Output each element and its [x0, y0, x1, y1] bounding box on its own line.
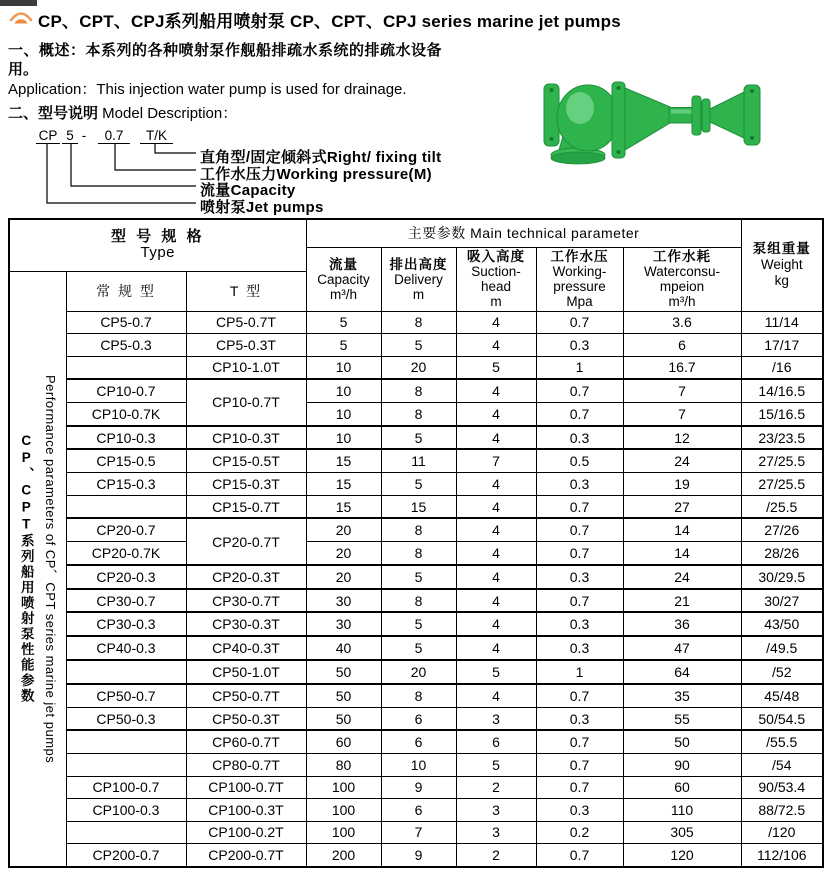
weight-header-line: 泵组重量 [752, 241, 811, 257]
regular-model-cell: CP15-0.3 [66, 473, 186, 496]
suction-head-cell: 4 [456, 495, 536, 518]
working-pressure-cell: 0.3 [536, 799, 623, 822]
working-pressure-cell: 0.7 [536, 379, 623, 402]
capacity-cell: 10 [306, 426, 381, 450]
model-code-legend-item: 喷射泵Jet pumps [200, 199, 324, 216]
table-row [9, 844, 823, 867]
regular-model-cell: CP30-0.3 [66, 612, 186, 636]
capacity-cell: 5 [306, 311, 381, 334]
weight-cell: /49.5 [741, 636, 823, 660]
weight-cell: /52 [741, 660, 823, 684]
t-model-cell: CP15-0.7T [186, 495, 306, 518]
table-row [9, 821, 823, 844]
param-column-header [306, 247, 381, 311]
capacity-cell: 10 [306, 356, 381, 379]
weight-cell: 90/53.4 [741, 776, 823, 799]
delivery-cell: 15 [381, 495, 456, 518]
model-description-heading-en: Model Description： [98, 105, 238, 122]
weight-cell: /55.5 [741, 730, 823, 753]
delivery-cell: 8 [381, 542, 456, 565]
working-pressure-cell: 0.7 [536, 589, 623, 613]
table-row [9, 684, 823, 707]
param-column-header-line: pressure [553, 279, 606, 294]
regular-model-cell: CP10-0.3 [66, 426, 186, 450]
water-consumption-cell: 64 [623, 660, 741, 684]
suction-head-cell: 7 [456, 449, 536, 472]
table-row [9, 754, 823, 777]
model-description-heading-zh: 二、型号说明 [8, 105, 99, 122]
working-pressure-cell: 0.7 [536, 542, 623, 565]
regular-model-cell: CP20-0.7K [66, 542, 186, 565]
model-code-token: CP [36, 128, 60, 144]
water-consumption-cell: 24 [623, 449, 741, 472]
t-model-cell: CP20-0.7T [186, 518, 306, 564]
table-row [9, 565, 823, 589]
table-row [9, 612, 823, 636]
weight-cell: /54 [741, 754, 823, 777]
weight-header-line: kg [774, 273, 789, 289]
regular-model-cell: CP10-0.7 [66, 379, 186, 402]
model-code-legend-item: 直角型/固定倾斜式Right/ fixing tilt [200, 149, 442, 166]
regular-model-cell: CP40-0.3 [66, 636, 186, 660]
delivery-cell: 8 [381, 402, 456, 425]
delivery-cell: 5 [381, 612, 456, 636]
param-column-header-line: 排出高度 [389, 256, 448, 272]
capacity-cell: 100 [306, 776, 381, 799]
capacity-cell: 60 [306, 730, 381, 753]
delivery-cell: 5 [381, 334, 456, 357]
model-code-token: - [81, 128, 87, 143]
capacity-cell: 40 [306, 636, 381, 660]
working-pressure-cell: 0.7 [536, 684, 623, 707]
param-column-header [623, 247, 741, 311]
capacity-cell: 50 [306, 707, 381, 730]
water-consumption-cell: 6 [623, 334, 741, 357]
suction-head-cell: 4 [456, 565, 536, 589]
delivery-cell: 5 [381, 473, 456, 496]
suction-head-cell: 4 [456, 518, 536, 541]
side-label [10, 272, 66, 867]
working-pressure-cell: 0.3 [536, 426, 623, 450]
delivery-cell: 7 [381, 821, 456, 844]
delivery-cell: 6 [381, 707, 456, 730]
weight-cell: 14/16.5 [741, 379, 823, 402]
regular-model-cell: CP5-0.7 [66, 311, 186, 334]
model-code-legend-item: 流量Capacity [200, 182, 296, 199]
t-type-header: T 型 [186, 271, 306, 311]
t-model-cell: CP10-0.3T [186, 426, 306, 450]
regular-model-cell: CP50-0.7 [66, 684, 186, 707]
table-row [9, 518, 823, 541]
type-group-header-en: Type [140, 244, 176, 262]
delivery-cell: 10 [381, 754, 456, 777]
delivery-cell: 9 [381, 776, 456, 799]
suction-head-cell: 4 [456, 311, 536, 334]
capacity-cell: 100 [306, 821, 381, 844]
main-parameters-header: 主要参数 Main technical parameter [306, 219, 741, 247]
capacity-cell: 15 [306, 495, 381, 518]
water-consumption-cell: 21 [623, 589, 741, 613]
regular-model-cell: CP15-0.5 [66, 449, 186, 472]
weight-cell: 43/50 [741, 612, 823, 636]
regular-model-cell [66, 821, 186, 844]
working-pressure-cell: 0.7 [536, 495, 623, 518]
delivery-cell: 9 [381, 844, 456, 867]
suction-head-cell: 4 [456, 379, 536, 402]
water-consumption-cell: 90 [623, 754, 741, 777]
overview-line-2: 用。 [8, 61, 39, 78]
water-consumption-cell: 3.6 [623, 311, 741, 334]
scan-artifact [0, 0, 37, 6]
table-row [9, 799, 823, 822]
param-column-header-line: Mpa [566, 294, 593, 309]
suction-head-cell: 2 [456, 844, 536, 867]
t-model-cell: CP50-1.0T [186, 660, 306, 684]
table-row [9, 636, 823, 660]
type-group-header-zh: 型 号 规 格 [110, 228, 205, 246]
regular-model-cell: CP20-0.7 [66, 518, 186, 541]
working-pressure-cell: 0.7 [536, 518, 623, 541]
weight-cell: 27/25.5 [741, 473, 823, 496]
capacity-cell: 20 [306, 518, 381, 541]
overview-line-1: 一、概述：本系列的各种喷射泵作舰船排疏水系统的排疏水设备 [8, 42, 443, 59]
type-group-header [9, 219, 306, 271]
table-row [9, 379, 823, 402]
side-label-cell [9, 271, 66, 867]
working-pressure-cell: 0.7 [536, 311, 623, 334]
suction-head-cell: 4 [456, 334, 536, 357]
param-column-header-line: Working- [552, 264, 607, 279]
table-row [9, 730, 823, 753]
working-pressure-cell: 0.7 [536, 844, 623, 867]
weight-cell: 45/48 [741, 684, 823, 707]
regular-model-cell: CP20-0.3 [66, 565, 186, 589]
t-model-cell: CP60-0.7T [186, 730, 306, 753]
delivery-cell: 8 [381, 589, 456, 613]
weight-cell: 23/23.5 [741, 426, 823, 450]
delivery-cell: 6 [381, 799, 456, 822]
suction-head-cell: 5 [456, 660, 536, 684]
regular-type-header: 常 规 型 [66, 271, 186, 311]
water-consumption-cell: 305 [623, 821, 741, 844]
page-title-en: CP、CPT、CPJ series marine jet pumps [285, 12, 621, 31]
table-row [9, 707, 823, 730]
capacity-cell: 50 [306, 684, 381, 707]
working-pressure-cell: 0.3 [536, 612, 623, 636]
suction-head-cell: 3 [456, 707, 536, 730]
side-label-zh: CP、CPT系列船用喷射泵性能参数 [18, 433, 34, 705]
t-model-cell: CP30-0.7T [186, 589, 306, 613]
side-label-en: Performance parameters of CP、CPT series marine jet pumps [42, 374, 58, 763]
table-row [9, 542, 823, 565]
t-model-cell: CP10-0.7T [186, 379, 306, 425]
weight-cell: 27/25.5 [741, 449, 823, 472]
suction-head-cell: 4 [456, 612, 536, 636]
table-row [9, 311, 823, 334]
capacity-cell: 20 [306, 542, 381, 565]
regular-model-cell: CP5-0.3 [66, 334, 186, 357]
delivery-cell: 20 [381, 660, 456, 684]
capacity-cell: 15 [306, 449, 381, 472]
regular-model-cell [66, 495, 186, 518]
working-pressure-cell: 0.3 [536, 636, 623, 660]
capacity-cell: 5 [306, 334, 381, 357]
t-model-cell: CP15-0.5T [186, 449, 306, 472]
param-column-header [536, 247, 623, 311]
t-model-cell: CP30-0.3T [186, 612, 306, 636]
weight-cell: 11/14 [741, 311, 823, 334]
param-column-header-line: Suction- [471, 264, 521, 279]
model-code-legend-item: 工作水压力Working pressure(M) [200, 166, 432, 183]
water-consumption-cell: 27 [623, 495, 741, 518]
weight-cell: 112/106 [741, 844, 823, 867]
t-model-cell: CP100-0.2T [186, 821, 306, 844]
delivery-cell: 20 [381, 356, 456, 379]
t-model-cell: CP100-0.3T [186, 799, 306, 822]
working-pressure-cell: 1 [536, 356, 623, 379]
capacity-cell: 100 [306, 799, 381, 822]
regular-model-cell: CP100-0.7 [66, 776, 186, 799]
page-title [38, 7, 621, 32]
delivery-cell: 8 [381, 379, 456, 402]
param-column-header-line: 流量 [329, 256, 358, 272]
t-model-cell: CP5-0.7T [186, 311, 306, 334]
weight-header [741, 219, 823, 311]
weight-cell: 88/72.5 [741, 799, 823, 822]
suction-head-cell: 2 [456, 776, 536, 799]
table-row [9, 473, 823, 496]
t-model-cell: CP100-0.7T [186, 776, 306, 799]
working-pressure-cell: 0.3 [536, 473, 623, 496]
working-pressure-cell: 0.3 [536, 565, 623, 589]
capacity-cell: 10 [306, 379, 381, 402]
weight-cell: 30/29.5 [741, 565, 823, 589]
delivery-cell: 11 [381, 449, 456, 472]
suction-head-cell: 4 [456, 542, 536, 565]
regular-model-cell [66, 754, 186, 777]
suction-head-cell: 5 [456, 356, 536, 379]
t-model-cell: CP20-0.3T [186, 565, 306, 589]
param-column-header [456, 247, 536, 311]
param-column-header-line: 工作水压 [550, 249, 609, 264]
suction-head-cell: 5 [456, 754, 536, 777]
param-column-header-line: Delivery [394, 271, 443, 287]
weight-header-line: Weight [760, 257, 803, 273]
model-code-token: 5 [62, 128, 78, 144]
model-code-token: T/K [140, 128, 173, 144]
weight-cell: 50/54.5 [741, 707, 823, 730]
capacity-cell: 200 [306, 844, 381, 867]
param-column-header-line: Capacity [317, 271, 370, 287]
suction-head-cell: 4 [456, 473, 536, 496]
param-column-header-line: head [480, 279, 512, 294]
suction-head-cell: 3 [456, 799, 536, 822]
suction-head-cell: 6 [456, 730, 536, 753]
param-column-header-line: 工作水耗 [653, 249, 711, 264]
table-row [9, 449, 823, 472]
suction-head-cell: 4 [456, 402, 536, 425]
spec-table [8, 218, 824, 868]
table-row [9, 589, 823, 613]
working-pressure-cell: 0.5 [536, 449, 623, 472]
weight-cell: 15/16.5 [741, 402, 823, 425]
regular-model-cell [66, 660, 186, 684]
water-consumption-cell: 110 [623, 799, 741, 822]
working-pressure-cell: 1 [536, 660, 623, 684]
page-title-zh: CP、CPT、CPJ系列船用喷射泵 [38, 12, 286, 31]
t-model-cell: CP40-0.3T [186, 636, 306, 660]
water-consumption-cell: 7 [623, 402, 741, 425]
regular-model-cell: CP200-0.7 [66, 844, 186, 867]
t-model-cell: CP50-0.3T [186, 707, 306, 730]
delivery-cell: 8 [381, 311, 456, 334]
brand-logo-icon [8, 7, 34, 28]
capacity-cell: 80 [306, 754, 381, 777]
table-row [9, 776, 823, 799]
suction-head-cell: 4 [456, 589, 536, 613]
water-consumption-cell: 35 [623, 684, 741, 707]
table-row [9, 426, 823, 450]
regular-model-cell: CP10-0.7K [66, 402, 186, 425]
t-model-cell: CP200-0.7T [186, 844, 306, 867]
water-consumption-cell: 55 [623, 707, 741, 730]
capacity-cell: 30 [306, 612, 381, 636]
param-column-header-line: m [412, 286, 425, 302]
water-consumption-cell: 14 [623, 518, 741, 541]
table-row [9, 402, 823, 425]
t-model-cell: CP50-0.7T [186, 684, 306, 707]
weight-cell: 28/26 [741, 542, 823, 565]
suction-head-cell: 4 [456, 426, 536, 450]
delivery-cell: 5 [381, 426, 456, 450]
working-pressure-cell: 0.2 [536, 821, 623, 844]
water-consumption-cell: 16.7 [623, 356, 741, 379]
table-row [9, 356, 823, 379]
t-model-cell: CP10-1.0T [186, 356, 306, 379]
regular-model-cell [66, 356, 186, 379]
delivery-cell: 5 [381, 636, 456, 660]
suction-head-cell: 4 [456, 636, 536, 660]
table-row [9, 334, 823, 357]
weight-cell: 30/27 [741, 589, 823, 613]
water-consumption-cell: 14 [623, 542, 741, 565]
t-model-cell: CP80-0.7T [186, 754, 306, 777]
table-row [9, 495, 823, 518]
weight-cell: 17/17 [741, 334, 823, 357]
delivery-cell: 6 [381, 730, 456, 753]
param-column-header-line: m [490, 294, 502, 309]
regular-model-cell: CP100-0.3 [66, 799, 186, 822]
water-consumption-cell: 50 [623, 730, 741, 753]
table-row [9, 660, 823, 684]
water-consumption-cell: 36 [623, 612, 741, 636]
param-column-header-line: Waterconsu- [643, 264, 721, 279]
water-consumption-cell: 47 [623, 636, 741, 660]
water-consumption-cell: 120 [623, 844, 741, 867]
working-pressure-cell: 0.7 [536, 402, 623, 425]
weight-cell: /25.5 [741, 495, 823, 518]
capacity-cell: 10 [306, 402, 381, 425]
water-consumption-cell: 24 [623, 565, 741, 589]
water-consumption-cell: 12 [623, 426, 741, 450]
suction-head-cell: 4 [456, 684, 536, 707]
suction-head-cell: 3 [456, 821, 536, 844]
regular-model-cell: CP50-0.3 [66, 707, 186, 730]
weight-cell: /120 [741, 821, 823, 844]
capacity-cell: 50 [306, 660, 381, 684]
capacity-cell: 20 [306, 565, 381, 589]
jet-pump-photo [538, 76, 778, 171]
capacity-cell: 15 [306, 473, 381, 496]
water-consumption-cell: 19 [623, 473, 741, 496]
t-model-cell: CP15-0.3T [186, 473, 306, 496]
regular-model-cell [66, 730, 186, 753]
working-pressure-cell: 0.7 [536, 754, 623, 777]
param-column-header [381, 247, 456, 311]
application-line: Application：This injection water pump is used for drainage. [8, 81, 407, 98]
param-column-header-line: mpeion [659, 279, 705, 294]
water-consumption-cell: 60 [623, 776, 741, 799]
model-description-heading [8, 102, 237, 123]
regular-model-cell: CP30-0.7 [66, 589, 186, 613]
working-pressure-cell: 0.7 [536, 730, 623, 753]
t-model-cell: CP5-0.3T [186, 334, 306, 357]
water-consumption-cell: 7 [623, 379, 741, 402]
param-column-header-line: 吸入高度 [467, 249, 525, 264]
param-column-header-line: m³/h [668, 294, 696, 309]
working-pressure-cell: 0.7 [536, 776, 623, 799]
weight-cell: /16 [741, 356, 823, 379]
delivery-cell: 5 [381, 565, 456, 589]
working-pressure-cell: 0.3 [536, 707, 623, 730]
delivery-cell: 8 [381, 684, 456, 707]
working-pressure-cell: 0.3 [536, 334, 623, 357]
weight-cell: 27/26 [741, 518, 823, 541]
delivery-cell: 8 [381, 518, 456, 541]
param-column-header-line: m³/h [330, 286, 357, 302]
model-code-token: 0.7 [98, 128, 130, 144]
capacity-cell: 30 [306, 589, 381, 613]
